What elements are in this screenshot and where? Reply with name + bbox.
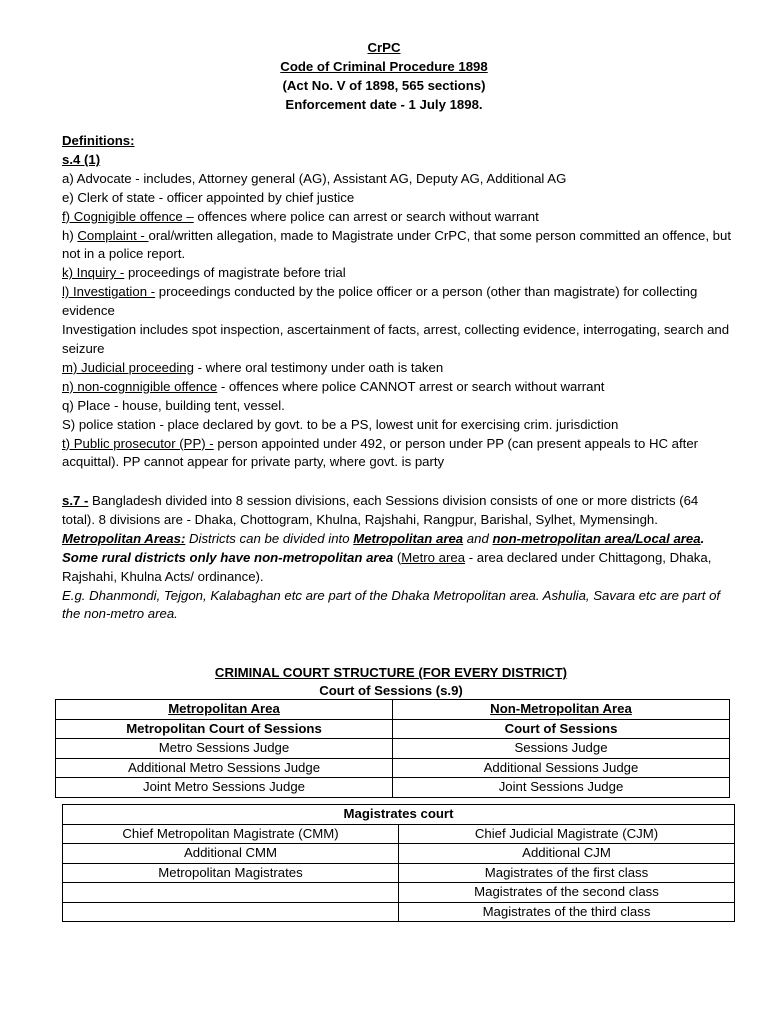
table-row: [56, 739, 730, 759]
definition-t: [62, 435, 732, 473]
table-cell: Additional Metro Sessions Judge: [56, 758, 393, 778]
sessions-header-metro: Metropolitan Area: [56, 700, 393, 720]
court-sessions-subtitle: Court of Sessions (s.9): [319, 683, 463, 698]
table-row: [56, 700, 730, 720]
definition-f: [62, 208, 732, 227]
definition-q: q) Place - house, building tent, vessel.: [62, 397, 285, 413]
table-row: [63, 883, 735, 903]
table-cell: [63, 902, 399, 922]
metro-text-1: Districts can be divided into: [185, 530, 354, 546]
table-row: [63, 844, 735, 864]
definition-e: e) Clerk of state - officer appointed by chief justice: [62, 189, 355, 205]
definition-f-text: offences where police can arrest or search without warrant: [193, 208, 539, 224]
table-row: [56, 778, 730, 798]
table-cell: [63, 883, 399, 903]
table-row: [63, 824, 735, 844]
document-header: [0, 38, 768, 114]
table-cell: Additional CJM: [399, 844, 735, 864]
definitions-heading: Definitions:: [62, 133, 135, 148]
table-cell: Chief Judicial Magistrate (CJM): [399, 824, 735, 844]
definition-h-term: Complaint -: [77, 227, 149, 243]
table-row: [63, 805, 735, 825]
table-cell: Magistrates of the third class: [399, 902, 735, 922]
sessions-table: [55, 699, 730, 798]
magistrates-title: Magistrates court: [63, 805, 735, 825]
header-line-1: CrPC: [367, 40, 401, 55]
definition-l: [62, 283, 732, 321]
definition-n: [62, 378, 732, 397]
definition-h: [62, 227, 732, 265]
definition-m-text: - where oral testimony under oath is taken: [193, 359, 444, 375]
definition-h-text: oral/written allegation, made to Magistrate under CrPC, that some person committed an offence, but not in a police report.: [62, 227, 731, 262]
metro-text-3: . Some rural districts only have non-metropolitan area: [62, 530, 705, 565]
table-cell: Metropolitan Court of Sessions: [56, 719, 393, 739]
metro-text-2: and: [463, 530, 493, 546]
table-cell: Joint Sessions Judge: [393, 778, 730, 798]
section-7: [62, 492, 732, 624]
table-cell: Metropolitan Magistrates: [63, 863, 399, 883]
metro-term-1: Metropolitan area: [353, 530, 464, 546]
definition-l-extra: Investigation includes spot inspection, ascertainment of facts, arrest, collecting evidence, interrogating, search and seizure: [62, 322, 730, 356]
table-cell: Sessions Judge: [393, 739, 730, 759]
definition-l-term: l) Investigation -: [62, 284, 156, 300]
header-line-4: Enforcement date - 1 July 1898.: [285, 97, 483, 112]
definition-k-text: proceedings of magistrate before trial: [124, 265, 346, 281]
header-line-2: Code of Criminal Procedure 1898: [280, 59, 488, 74]
s7-paragraph: [62, 492, 732, 530]
definition-k-term: k) Inquiry -: [62, 265, 125, 281]
table-row: [63, 863, 735, 883]
metro-paragraph: [62, 530, 732, 587]
metro-term-3: Metro area: [401, 549, 466, 565]
definition-s: S) police station - place declared by govt. to be a PS, lowest unit for exercising crim. jurisdiction: [62, 416, 619, 432]
definition-h-prefix: h): [62, 227, 78, 243]
definition-l-text: proceedings conducted by the police officer or a person (other than magistrate) for collecting evidence: [62, 284, 698, 319]
header-line-3: (Act No. V of 1898, 565 sections): [282, 78, 486, 93]
s7-text: Bangladesh divided into 8 session divisions, each Sessions division consists of one or more districts (64 total). 8 divisions are - Dhaka, Chottogram, Khulna, Rajshahi, Rangpur, Barishal, Sylhet, Mymensingh.: [62, 493, 699, 527]
definition-k: [62, 264, 732, 283]
table-cell: Joint Metro Sessions Judge: [56, 778, 393, 798]
table-cell: Court of Sessions: [393, 719, 730, 739]
table-cell: Magistrates of the second class: [399, 883, 735, 903]
table-cell: Magistrates of the first class: [399, 863, 735, 883]
table-cell: Chief Metropolitan Magistrate (CMM): [63, 824, 399, 844]
definition-t-text: person appointed under 492, or person under PP (can present appeals to HC after acquittal). PP cannot appear for private party, where govt. is party: [62, 435, 699, 470]
table-row: [63, 902, 735, 922]
metro-text-5: - area declared under Chittagong, Dhaka, Rajshahi, Khulna Acts/ ordinance).: [62, 549, 712, 584]
table-cell: Additional CMM: [63, 844, 399, 864]
definition-f-term: f) Cognigible offence –: [62, 208, 194, 224]
metro-label: Metropolitan Areas:: [62, 530, 186, 546]
table-cell: Additional Sessions Judge: [393, 758, 730, 778]
table-cell: Metro Sessions Judge: [56, 739, 393, 759]
table-row: [56, 758, 730, 778]
sessions-header-nonmetro: Non-Metropolitan Area: [393, 700, 730, 720]
definition-m: [62, 359, 732, 378]
definition-m-term: m) Judicial proceeding: [62, 359, 194, 375]
section-label: s.4 (1): [62, 151, 101, 167]
definitions-section: [62, 132, 732, 472]
table-row: [56, 719, 730, 739]
definition-t-term: t) Public prosecutor (PP) -: [62, 435, 214, 451]
s7-label: s.7 -: [62, 493, 89, 508]
magistrates-table: [62, 804, 735, 922]
definition-n-term: n) non-cognnigible offence: [62, 378, 218, 394]
metro-text-4: (: [393, 549, 402, 565]
example-text: E.g. Dhanmondi, Tejgon, Kalabaghan etc are part of the Dhaka Metropolitan area. Ashulia, Savara etc are part of the non-metro area.: [62, 587, 721, 622]
definition-n-text: - offences where police CANNOT arrest or search without warrant: [217, 378, 605, 394]
court-structure-title: CRIMINAL COURT STRUCTURE (FOR EVERY DISTRICT): [214, 665, 568, 680]
metro-term-2: non-metropolitan area/Local area: [492, 530, 701, 546]
definition-a: a) Advocate - includes, Attorney general (AG), Assistant AG, Deputy AG, Additional AG: [62, 170, 567, 186]
